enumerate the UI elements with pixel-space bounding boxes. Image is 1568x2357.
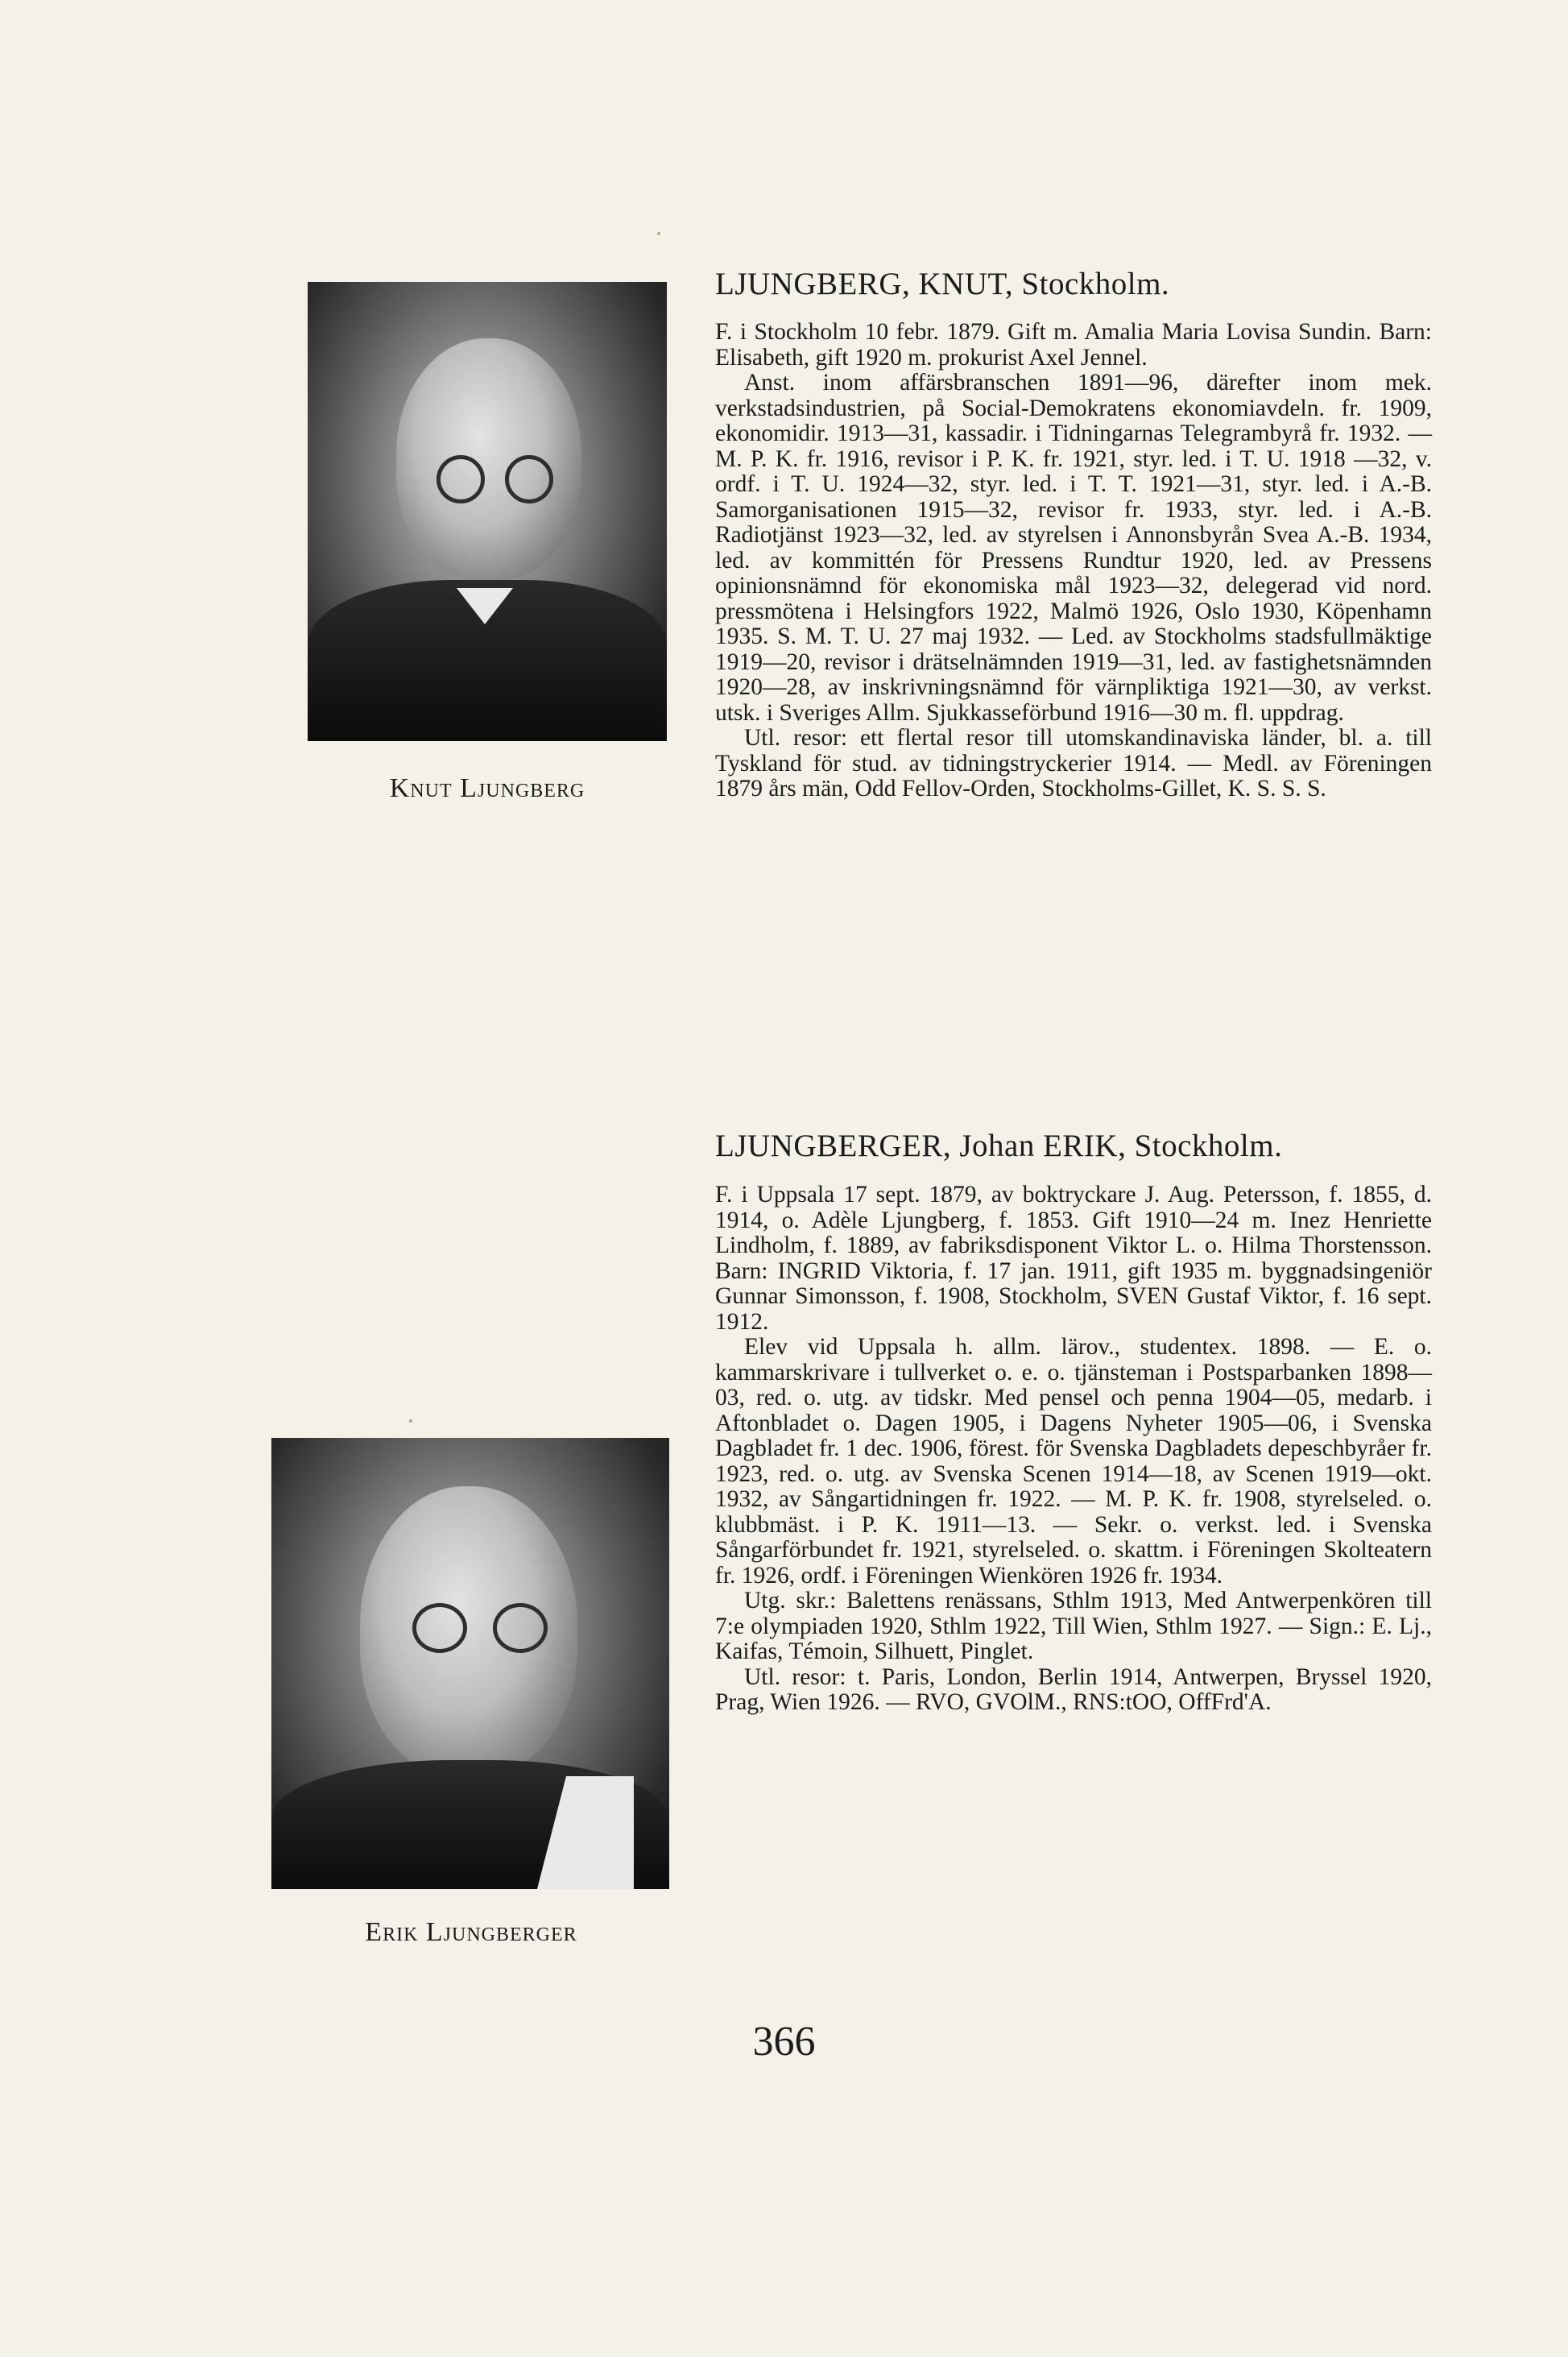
entry-paragraph: F. i Uppsala 17 sept. 1879, av boktryckare J. Aug. Petersson, f. 1855, d. 1914, o. Adèle Ljungberg, f. 1853. Gift 1910—24 m. Inez Henriette Lindholm, f. 1889, av fabriksdisponent Viktor L. o. Hilma Thorstensson. Barn: INGRID Viktoria, f. 17 jan. 1911, gift 1935 m. byggnadsingeniör Gunnar Simonsson, f. 1908, Stockholm, SVEN Gustaf Viktor, f. 16 sept. 1912. [715,1182,1432,1335]
entry-paragraph: Utg. skr.: Balettens renässans, Sthlm 1913, Med Antwerpenkören till 7:e olympiaden 1920, Sthlm 1922, Till Wien, Sthlm 1927. — Sign.: E. Lj., Kaifas, Témoin, Silhuett, Pinglet. [715,1588,1432,1664]
glasses-shape [493,1603,548,1653]
portrait-caption: Erik Ljungberger [365,1917,577,1947]
entry-paragraph: Utl. resor: ett flertal resor till utomskandinaviska länder, bl. a. till Tyskland för stud. av tidningstryckerier 1914. — Medl. av Föreningen 1879 års män, Odd Fellov-Orden, Stockholms-Gillet, K. S. S. S. [715,725,1432,802]
glasses-shape [412,1603,467,1653]
portrait-erik-ljungberger [271,1438,669,1889]
glasses-shape [436,455,485,503]
entry-body [715,320,1432,802]
glasses-shape [505,455,553,503]
entry-heading: LJUNGBERGER, Johan ERIK, Stockholm. [715,1129,1283,1163]
face-shape [396,338,581,580]
entry-paragraph: Elev vid Uppsala h. allm. lärov., studentex. 1898. — E. o. kammarskrivare i tullverket o. e. o. tjänsteman i Postsparbanken 1898—03, red. o. utg. av tidskr. Med pensel och penna 1904—05, medarb. i Aftonbladet o. Dagen 1905, i Dagens Nyheter 1905—06, i Svenska Dagbladet fr. 1 dec. 1906, förest. för Svenska Dagbladets depeschbyråer fr. 1923, red. o. utg. av Svenska Scenen 1914—18, av Scenen 1919—okt. 1932, av Sångartidningen fr. 1922. — M. P. K. fr. 1908, styrelseled. o. klubbmäst. i P. K. 1911—13. — Sekr. o. verkst. led. i Svenska Sångarförbundet fr. 1921, styrelseled. o. skattm. i Föreningen Skolteatern fr. 1926, ordf. i Föreningen Wienkören 1926 fr. 1934. [715,1334,1432,1589]
entry-heading: LJUNGBERG, KNUT, Stockholm. [715,267,1170,301]
paper-speck [409,1419,412,1423]
paper-speck [657,232,660,235]
portrait-knut-ljungberg [308,282,667,741]
entry-paragraph: Utl. resor: t. Paris, London, Berlin 1914, Antwerpen, Bryssel 1920, Prag, Wien 1926. — RVO, GVOlM., RNS:tOO, OffFrd'A. [715,1663,1432,1715]
portrait-caption: Knut Ljungberg [389,773,585,803]
page-number: 366 [752,2019,816,2065]
entry-paragraph: F. i Stockholm 10 febr. 1879. Gift m. Amalia Maria Lovisa Sundin. Barn: Elisabeth, gift 1920 m. prokurist Axel Jennel. [715,319,1432,371]
entry-paragraph: Anst. inom affärsbranschen 1891—96, därefter inom mek. verkstadsindustrien, på Social-Demokratens ekonomiavdeln. fr. 1909, ekonomidir. 1913—31, kassadir. i Tidningarnas Telegrambyrå fr. 1932. — M. P. K. fr. 1916, revisor i P. K. fr. 1921, styr. led. i T. U. 1918 —32, v. ordf. i T. U. 1924—32, styr. led. i T. T. 1921—31, styr. led. i A.-B. Samorganisationen 1915—32, revisor fr. 1933, styr. led. i A.-B. Radiotjänst 1923—32, led. av styrelsen i Annonsbyrån Svea A.-B. 1934, led. av kommittén för Pressens Rundtur 1920, led. av Pressens opinionsnämnd för ekonomiska mål 1923—32, delegerad vid nord. pressmötena i Helsingfors 1922, Malmö 1926, Oslo 1930, Köpenhamn 1935. S. M. T. U. 27 maj 1932. — Led. av Stockholms stadsfullmäktige 1919—20, revisor i drätselnämnden 1919—31, led. av fastighetsnämnden 1920—28, av inskrivningsnämnd för värnpliktiga 1921—30, av verkst. utsk. i Sveriges Allm. Sjukkasseförbund 1916—30 m. fl. uppdrag. [715,370,1432,726]
entry-body [715,1183,1432,1716]
